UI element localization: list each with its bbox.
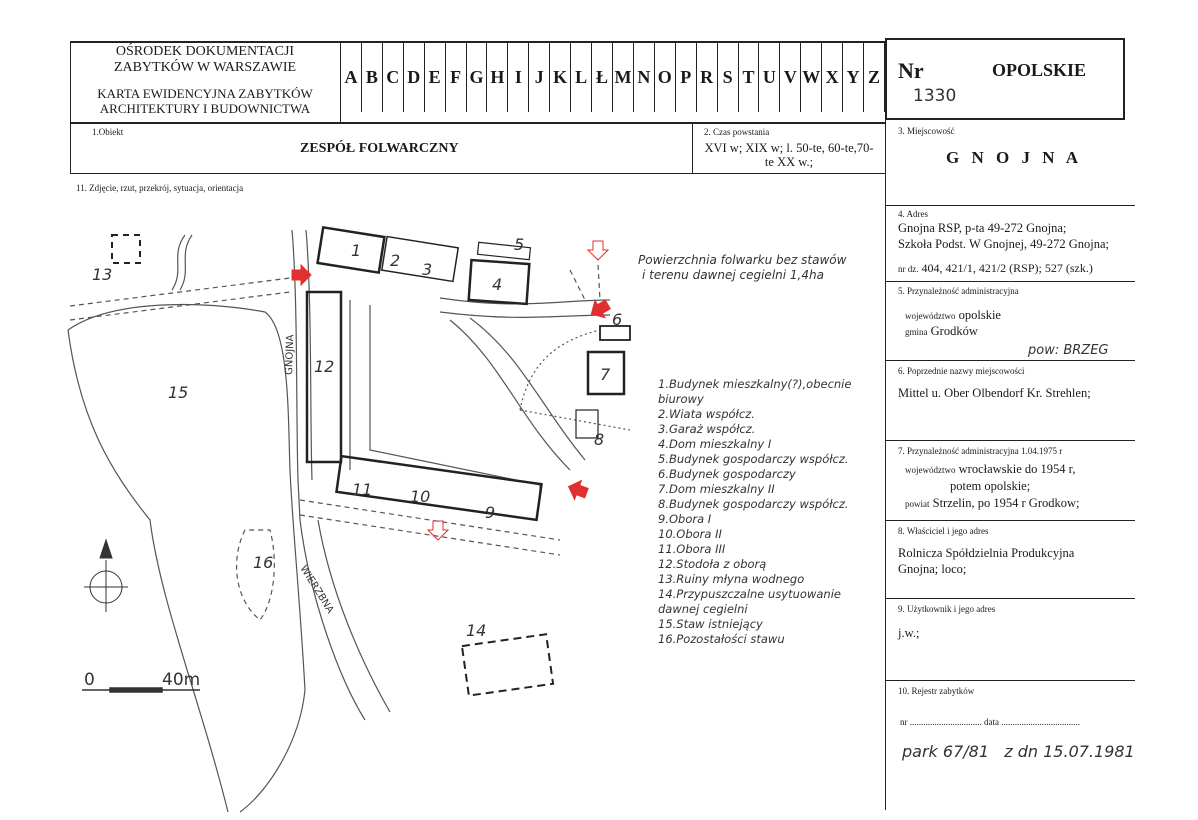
index-letter: K — [550, 42, 571, 112]
legend-item: 12.Stodoła z oborą — [658, 557, 767, 571]
scale-zero: 0 — [84, 670, 95, 690]
institution-line1: OŚRODEK DOKUMENTACJI — [115, 44, 295, 59]
index-letter: N — [634, 42, 655, 112]
rule-4 — [885, 205, 1135, 206]
index-letter: O — [655, 42, 676, 112]
dashed-road-south — [300, 500, 560, 555]
map-legend — [658, 377, 851, 647]
compass-icon — [84, 540, 128, 612]
wlasciciel-line1: Rolnicza Spółdzielnia Produkcyjna — [898, 546, 1075, 560]
road-wierzbna — [300, 520, 390, 720]
legend-item: 5.Budynek gospodarczy współcz. — [658, 452, 849, 466]
poprzednie-label: 6. Poprzednie nazwy miejscowości — [898, 366, 1025, 376]
miejscowosc-value: G N O J N A — [946, 148, 1083, 167]
entrance-arrow-icon — [565, 477, 590, 502]
building-12 — [307, 292, 341, 462]
map-label-3: 3 — [422, 260, 433, 279]
legend-item: 2.Wiata współcz. — [658, 407, 755, 421]
przyn1975-pow-value: Strzelin, po 1954 r Grodkow; — [932, 496, 1080, 510]
index-letter: F — [446, 42, 467, 112]
map-label-9: 9 — [485, 503, 496, 522]
poprzednie-value: Mittel u. Ober Olbendorf Kr. Strehlen; — [898, 386, 1091, 400]
wlasciciel-label: 8. Właściciel i jego adres — [898, 526, 989, 536]
przyn1975-woj — [905, 462, 1075, 477]
road-inner — [350, 300, 540, 498]
index-letter: Z — [864, 42, 885, 112]
map-label-8: 8 — [594, 430, 605, 449]
gmina-row — [905, 324, 978, 339]
fence-dashed — [520, 330, 630, 430]
card-type — [80, 86, 330, 116]
map-label-1: 1 — [351, 241, 362, 260]
zdjecie-label: 11. Zdjęcie, rzut, przekrój, sytuacja, orientacja — [76, 183, 244, 193]
map-label-13: 13 — [92, 265, 113, 284]
map-label-4: 4 — [492, 275, 503, 294]
index-letter: H — [487, 42, 508, 112]
woj-row — [905, 308, 1001, 323]
rule-6 — [885, 360, 1135, 361]
map-label-6: 6 — [612, 310, 623, 329]
index-letter: S — [718, 42, 739, 112]
institution-name — [80, 44, 330, 76]
przyn1975-pow-prefix: powiat — [905, 499, 930, 509]
rejestr-handwritten: park 67/81 z dn 15.07.1981 — [902, 742, 1135, 761]
form-bottom-rule — [70, 173, 885, 174]
uzytkownik-label: 9. Użytkownik i jego adres — [898, 604, 996, 614]
index-letter: R — [697, 42, 718, 112]
index-letter: Ł — [592, 42, 613, 112]
legend-item: 14.Przypuszczalne usytuowanie — [658, 587, 841, 601]
map-label-5: 5 — [514, 235, 525, 254]
rule-7 — [885, 440, 1135, 441]
index-letter: V — [780, 42, 801, 112]
przynaleznosc-label: 5. Przynależność administracyjna — [898, 286, 1019, 296]
woj-value: opolskie — [958, 308, 1001, 322]
rule-8 — [885, 520, 1135, 521]
road-gnojna-label: GNOJNA — [284, 334, 297, 376]
gmina-prefix: gmina — [905, 327, 928, 337]
adres-line3 — [898, 261, 1093, 276]
rejestr-label: 10. Rejestr zabytków — [898, 686, 975, 696]
area-note-line2: i terenu dawnej cegielni 1,4ha — [642, 268, 824, 282]
dashed-road-east — [570, 265, 600, 300]
index-letter: J — [529, 42, 550, 112]
legend-item: 10.Obora II — [658, 527, 722, 541]
czas-label: 2. Czas powstania — [704, 127, 770, 137]
adres-label: 4. Adres — [898, 209, 928, 219]
institution-line2: ZABYTKÓW W WARSZAWIE — [113, 60, 297, 75]
map-label-11: 11 — [352, 480, 373, 499]
adres-line2: Szkoła Podst. W Gnojnej, 49-272 Gnojna; — [898, 237, 1109, 251]
scale-end: 40m — [162, 670, 201, 690]
legend-item: biurowy — [658, 392, 704, 406]
index-letter: B — [362, 42, 383, 112]
index-letter: P — [676, 42, 697, 112]
stream-13 — [172, 235, 192, 290]
index-letter: E — [425, 42, 446, 112]
map-label-7: 7 — [600, 365, 611, 384]
region-name: OPOLSKIE — [992, 60, 1087, 80]
przyn1975-pow — [905, 496, 1079, 511]
legend-item: 4.Dom mieszkalny I — [658, 437, 772, 451]
index-letter: I — [508, 42, 529, 112]
pond-16-outline — [237, 530, 275, 620]
map-label-14: 14 — [466, 621, 487, 640]
index-letter: Y — [843, 42, 864, 112]
right-column-rule — [885, 120, 886, 810]
legend-item: dawnej cegielni — [658, 602, 748, 616]
map-label-15: 15 — [168, 383, 189, 402]
adres-nrdz-prefix: nr dz. — [898, 264, 919, 274]
woj-prefix: województwo — [905, 311, 956, 321]
header-bottom-rule — [70, 122, 885, 124]
map-label-2: 2 — [390, 251, 401, 270]
przyn1975-line2: potem opolskie; — [950, 479, 1031, 493]
index-letter: T — [739, 42, 760, 112]
adres-nrdz-value: 404, 421/1, 421/2 (RSP); 527 (szk.) — [921, 261, 1093, 275]
adres-line1: Gnojna RSP, p-ta 49-272 Gnojna; — [898, 221, 1067, 235]
nr-value: 1330 — [913, 86, 957, 106]
legend-item: 15.Staw istniejący — [658, 617, 763, 631]
left-frame-rule — [70, 41, 71, 173]
ruin-13 — [112, 235, 140, 263]
map-label-10: 10 — [410, 487, 431, 506]
index-letter: M — [613, 42, 634, 112]
index-letter: W — [801, 42, 822, 112]
entrance-arrow-icon — [588, 241, 608, 260]
legend-item: 9.Obora I — [658, 512, 712, 526]
legend-item: 16.Pozostałości stawu — [658, 632, 785, 646]
road-east — [440, 298, 610, 317]
przyn1975-woj-prefix: województwo — [905, 465, 956, 475]
area-note — [638, 253, 846, 283]
rule-9 — [885, 598, 1135, 599]
obiekt-label: 1.Obiekt — [92, 127, 124, 137]
map-label-16: 16 — [253, 553, 274, 572]
legend-item: 7.Dom mieszkalny II — [658, 482, 775, 496]
legend-item: 6.Budynek gospodarczy — [658, 467, 796, 481]
przyn1975-label: 7. Przynależność administracyjna 1.04.1975 r — [898, 446, 1063, 456]
road-wierzbna-label: WIERZBNA — [297, 563, 336, 616]
uzytkownik-value: j.w.; — [898, 626, 920, 640]
legend-item: 13.Ruiny młyna wodnego — [658, 572, 805, 586]
legend-item: 11.Obora III — [658, 542, 726, 556]
wlasciciel-line2: Gnojna; loco; — [898, 562, 967, 576]
map-label-12: 12 — [314, 357, 335, 376]
index-letter: X — [822, 42, 843, 112]
card-line1: KARTA EWIDENCYJNA ZABYTKÓW — [97, 86, 313, 101]
miejscowosc-label: 3. Miejscowość — [898, 126, 955, 136]
nr-label: Nr — [898, 58, 924, 83]
legend-item: 8.Budynek gospodarczy współcz. — [658, 497, 849, 511]
rule-5 — [885, 281, 1135, 282]
czas-value — [693, 141, 885, 169]
index-letter: C — [383, 42, 404, 112]
gmina-value: Grodków — [930, 324, 978, 338]
pow-handwritten: pow: BRZEG — [1028, 343, 1109, 358]
index-letter: U — [759, 42, 780, 112]
legend-item: 1.Budynek mieszkalny(?),obecnie — [658, 377, 852, 391]
cegielnia-14 — [462, 634, 553, 695]
czas-line1: XVI w; XIX w; l. 50-te, 60-te,70- — [704, 141, 874, 155]
czas-line2: te XX w.; — [764, 155, 814, 169]
rule-10 — [885, 680, 1135, 681]
przyn1975-woj-value: wrocławskie do 1954 r, — [958, 462, 1076, 476]
card-line2: ARCHITEKTURY I BUDOWNICTWA — [99, 101, 311, 116]
obiekt-value: ZESPÓŁ FOLWARCZNY — [300, 141, 459, 156]
index-letter: D — [404, 42, 425, 112]
area-note-line1: Powierzchnia folwarku bez stawów — [638, 253, 847, 267]
road-diagonal — [450, 318, 585, 470]
index-letter: L — [571, 42, 592, 112]
legend-item: 3.Garaż współcz. — [658, 422, 756, 436]
rejestr-nr: nr ................................ data ................................... — [900, 717, 1080, 727]
index-letter: A — [341, 42, 362, 112]
index-letter: G — [467, 42, 488, 112]
